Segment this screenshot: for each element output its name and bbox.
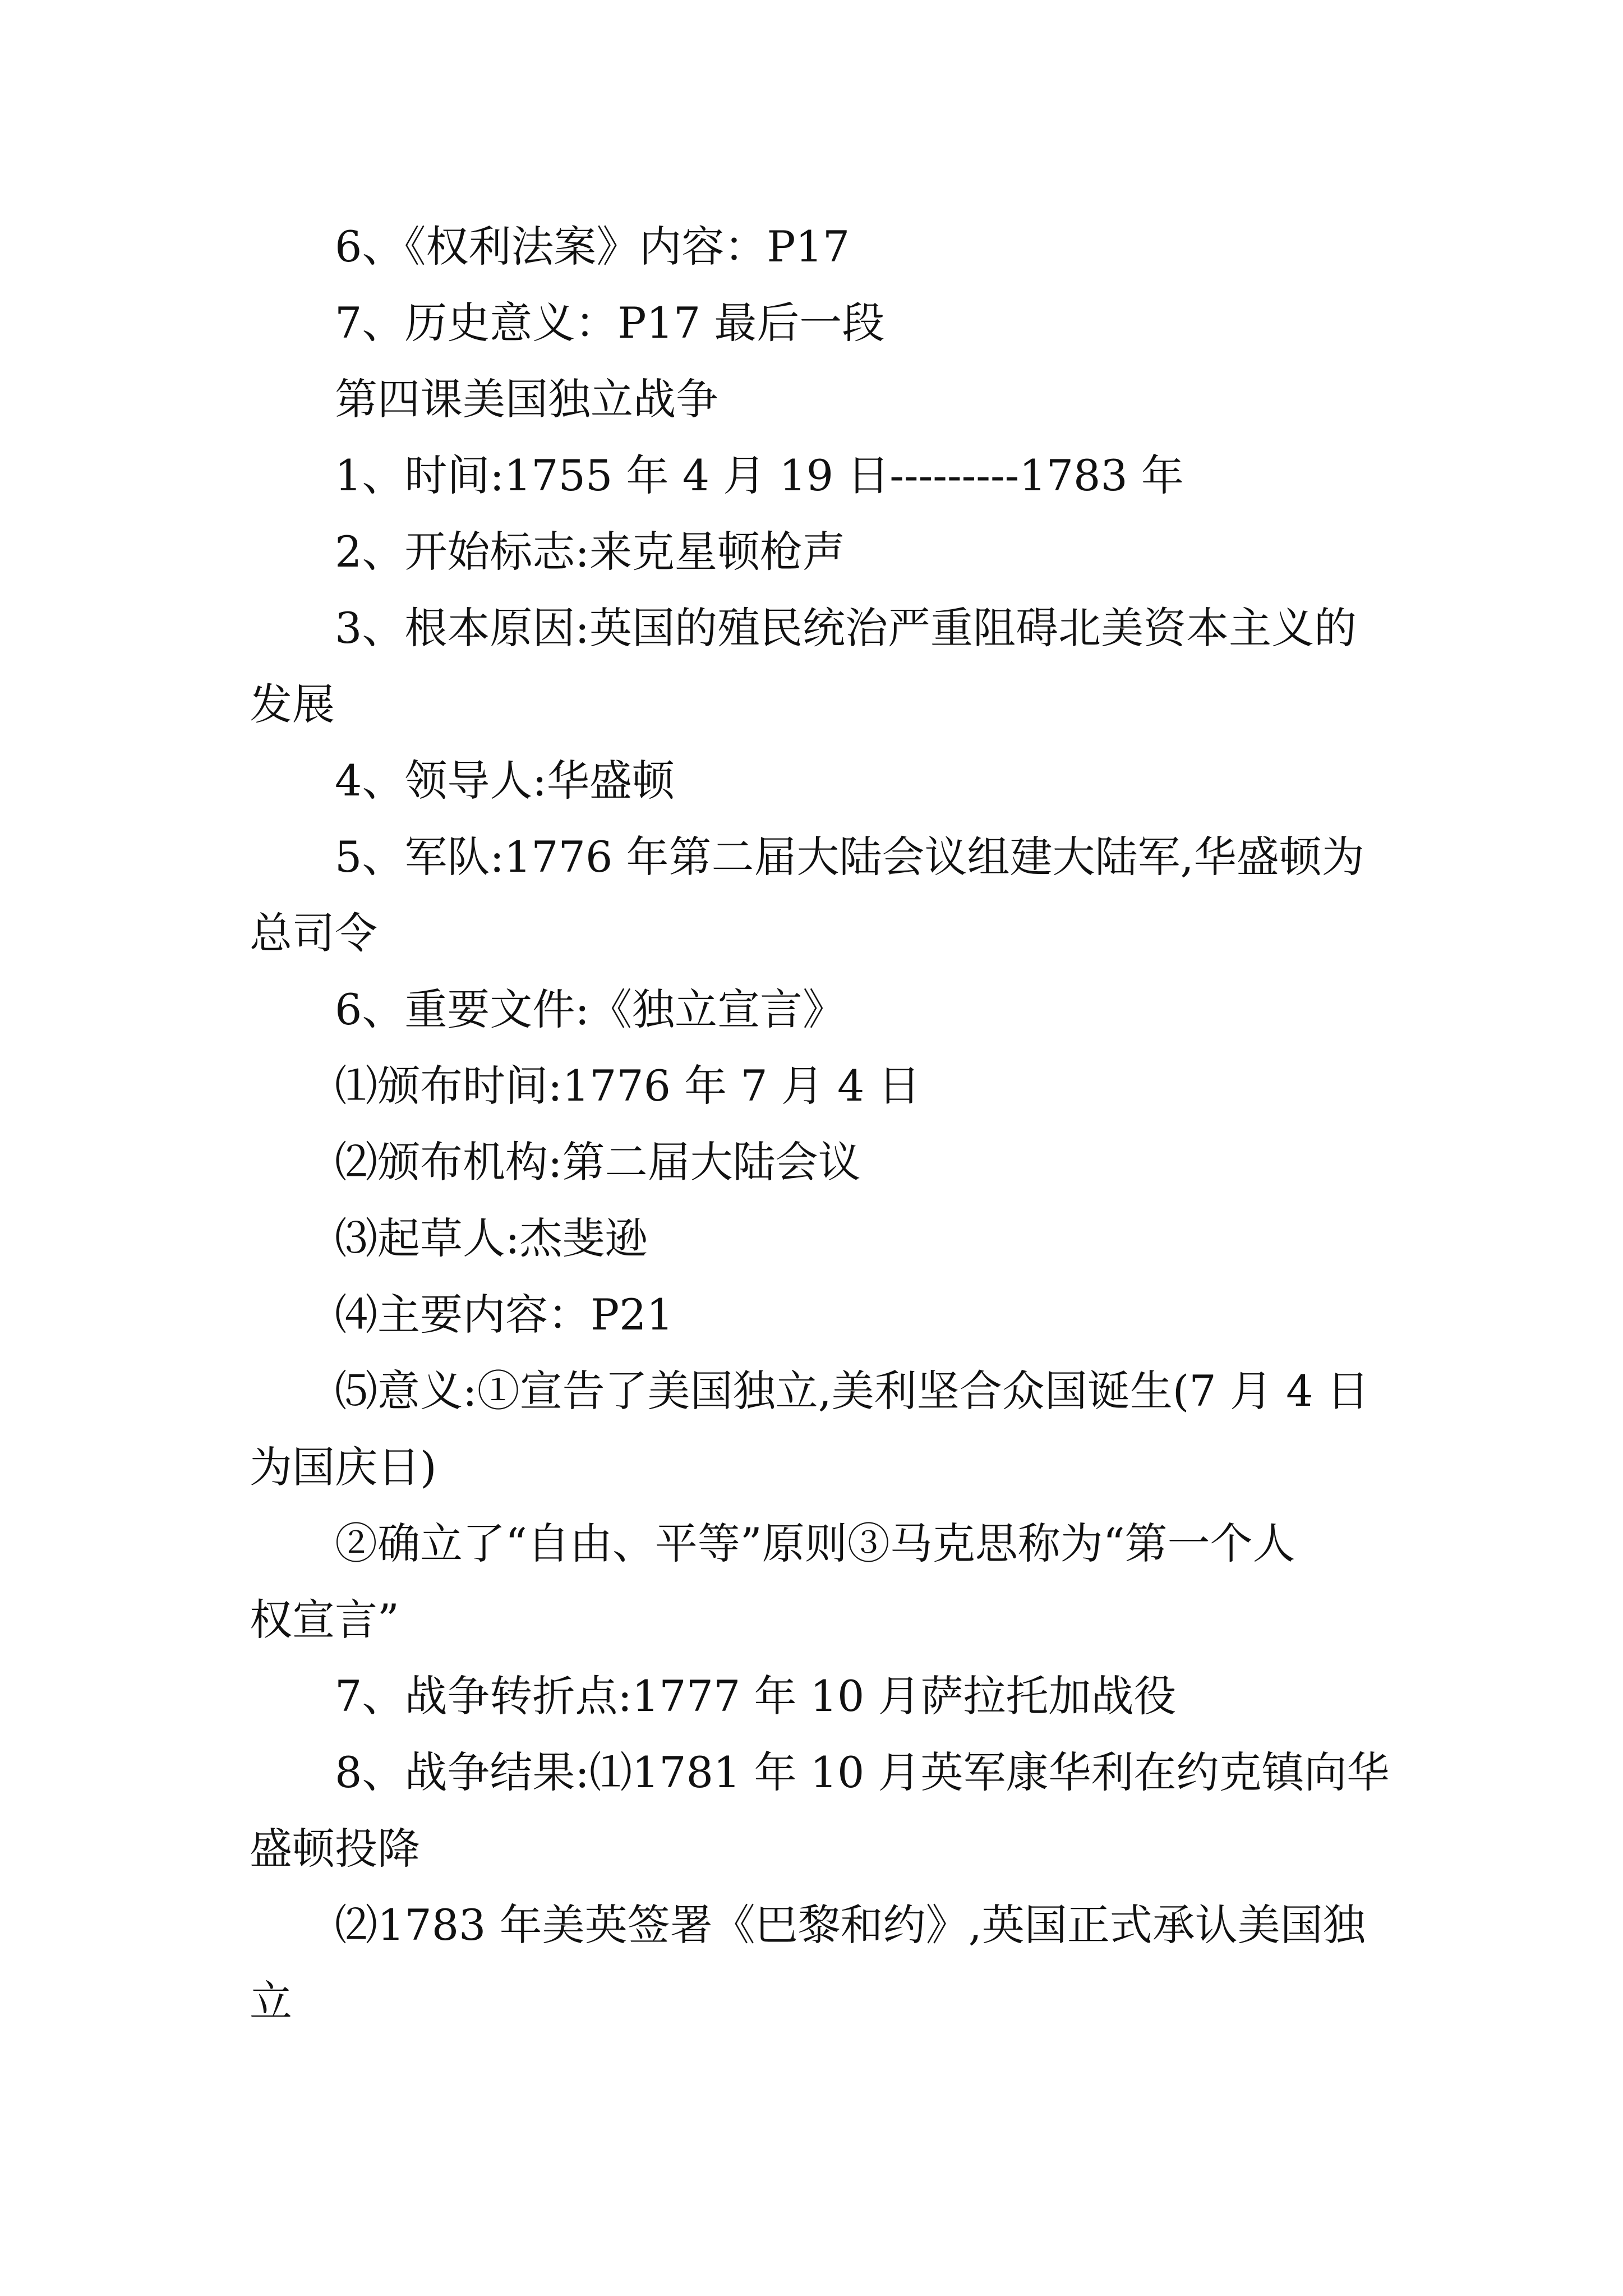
document-body: [250, 209, 1394, 2040]
text-line: 权宣言”: [250, 1595, 399, 1645]
section-heading: 第四课美国独立战争: [335, 374, 718, 424]
text-line: 立: [250, 1976, 292, 2026]
text-line: 6、《权利法案》内容：P17: [335, 222, 850, 272]
text-line: 为国庆日): [250, 1442, 437, 1492]
text-line: 1、时间:1755 年 4 月 19 日---------1783 年: [335, 450, 1184, 500]
text-line: 总司令: [250, 908, 377, 958]
text-line: ⑵1783 年美英签署《巴黎和约》,英国正式承认美国独: [335, 1900, 1366, 1950]
text-line: 发展: [250, 679, 335, 729]
text-line: ⑵颁布机构:第二届大陆会议: [335, 1137, 861, 1187]
text-line: ⑷主要内容：P21: [335, 1290, 674, 1340]
text-line: ②确立了“自由、平等”原则③马克思称为“第一个人: [335, 1519, 1295, 1568]
text-line: 8、战争结果:⑴1781 年 10 月英军康华利在约克镇向华: [335, 1747, 1390, 1797]
text-line: 5、军队:1776 年第二届大陆会议组建大陆军,华盛顿为: [335, 832, 1364, 882]
text-line: 6、重要文件:《独立宣言》: [335, 984, 845, 1034]
text-line: ⑴颁布时间:1776 年 7 月 4 日: [335, 1061, 921, 1111]
text-line: ⑸意义:①宣告了美国独立,美利坚合众国诞生(7 月 4 日: [335, 1366, 1370, 1416]
text-line: 7、战争转折点:1777 年 10 月萨拉托加战役: [335, 1671, 1177, 1721]
text-line: 3、根本原因:英国的殖民统治严重阻碍北美资本主义的: [335, 603, 1357, 653]
text-line: ⑶起草人:杰斐逊: [335, 1213, 648, 1263]
text-line: 4、领导人:华盛顿: [335, 756, 675, 806]
text-line: 7、历史意义：P17 最后一段: [335, 298, 885, 348]
text-line: 2、开始标志:来克星顿枪声: [335, 527, 845, 577]
text-line: 盛顿投降: [250, 1824, 420, 1874]
